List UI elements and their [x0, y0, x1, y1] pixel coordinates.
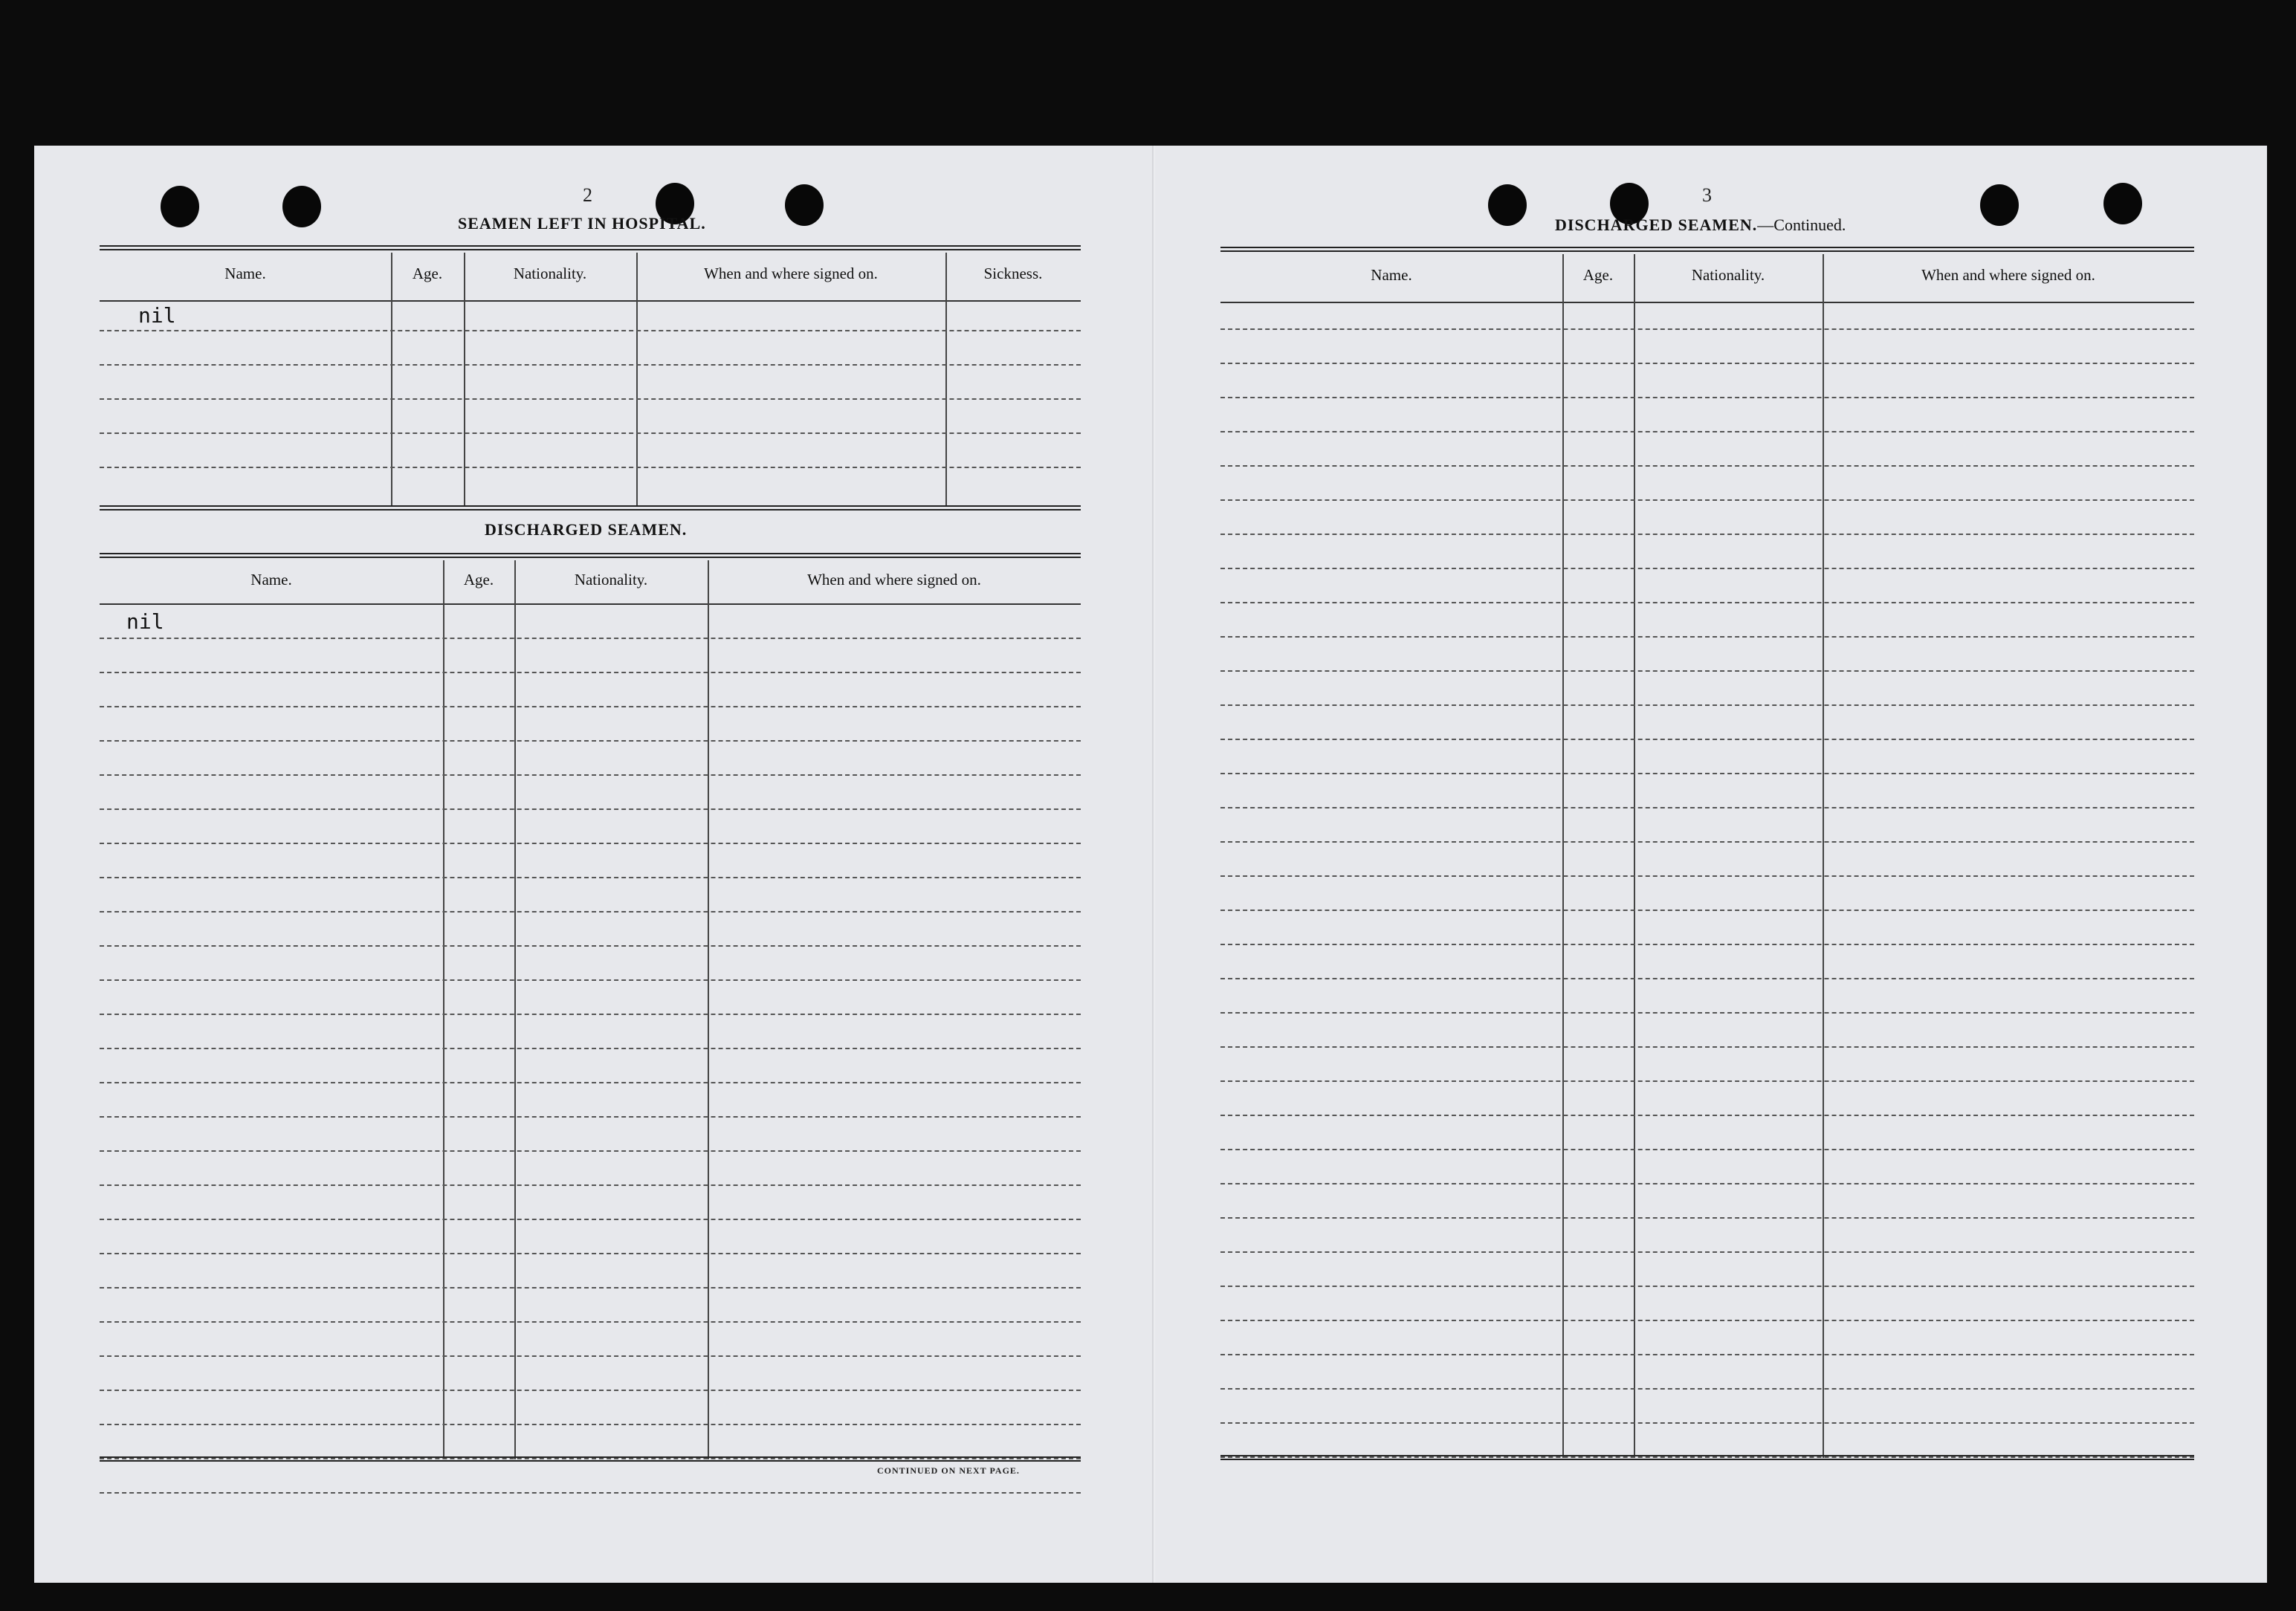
ruled-line: [100, 1492, 1081, 1494]
col-head-name: Name.: [224, 264, 266, 282]
page-number-right: 3: [1702, 184, 1712, 206]
ruled-line: [100, 979, 1081, 981]
punch-hole: [785, 184, 824, 226]
continued-note: CONTINUED ON NEXT PAGE.: [877, 1465, 1020, 1476]
double-rule: [100, 505, 1081, 510]
col-head-signed-on: When and where signed on.: [807, 570, 981, 589]
ruled-line: [1220, 1251, 2194, 1253]
ruled-line: [1220, 431, 2194, 432]
double-rule: [100, 1456, 1081, 1462]
ruled-line: [100, 1253, 1081, 1254]
ruled-line: [100, 467, 1081, 468]
ruled-line: [1220, 875, 2194, 877]
ruled-line: [1220, 1115, 2194, 1116]
ruled-line: [1220, 1388, 2194, 1390]
ruled-line: [1220, 1183, 2194, 1184]
ruled-line: [1220, 1354, 2194, 1355]
ruled-line: [100, 398, 1081, 400]
ruled-line: [1220, 841, 2194, 843]
col-head-signed-on: When and where signed on.: [1921, 265, 2095, 284]
col-head-nationality: Nationality.: [1691, 265, 1765, 284]
column-divider: [1634, 254, 1635, 1458]
ruled-line: [1220, 1286, 2194, 1287]
ruled-line: [1220, 1422, 2194, 1424]
ruled-line: [1220, 363, 2194, 364]
punch-hole: [1488, 184, 1527, 226]
ruled-line: [100, 1014, 1081, 1015]
ruled-line: [1220, 636, 2194, 638]
discharged-table-left: [100, 560, 1081, 1459]
ruled-line: [100, 364, 1081, 366]
ruled-line: [100, 1424, 1081, 1425]
hospital-table: [100, 253, 1081, 505]
ruled-line: [1220, 602, 2194, 603]
column-divider: [1823, 254, 1824, 1458]
ruled-line: [100, 1219, 1081, 1220]
col-head-nationality: Nationality.: [574, 570, 648, 589]
double-rule: [100, 553, 1081, 558]
ruled-line: [1220, 739, 2194, 740]
ruled-line: [100, 1116, 1081, 1118]
col-head-name: Name.: [1371, 265, 1412, 284]
ruled-line: [100, 740, 1081, 742]
ruled-line: [100, 638, 1081, 639]
ruled-line: [100, 1082, 1081, 1083]
ruled-line: [1220, 978, 2194, 979]
ruled-line: [100, 945, 1081, 947]
discharged-table-right: [1220, 254, 2194, 1458]
double-rule: [1220, 1455, 2194, 1460]
ruled-line: [1220, 397, 2194, 398]
ruled-line: [1220, 328, 2194, 330]
hospital-section-title: SEAMEN LEFT IN HOSPITAL.: [458, 214, 706, 233]
ruled-line: [1220, 1080, 2194, 1082]
col-head-sickness: Sickness.: [983, 264, 1043, 282]
ruled-line: [1220, 1012, 2194, 1014]
page-number-left: 2: [583, 184, 592, 206]
ruled-line: [1220, 499, 2194, 501]
ruled-line: [100, 1355, 1081, 1357]
column-divider: [1562, 254, 1564, 1458]
punch-hole: [282, 186, 321, 227]
column-divider: [708, 560, 709, 1459]
ruled-line: [1220, 1046, 2194, 1048]
col-head-signed-on: When and where signed on.: [704, 264, 878, 282]
col-head-age: Age.: [412, 264, 443, 282]
discharged-section-title: DISCHARGED SEAMEN.: [485, 520, 688, 539]
ruled-line: [100, 774, 1081, 776]
ruled-line: [1220, 807, 2194, 808]
ruled-line: [100, 1287, 1081, 1289]
double-rule: [1220, 247, 2194, 252]
hospital-entry: nil: [138, 303, 176, 328]
col-head-nationality: Nationality.: [513, 264, 587, 282]
header-rule: [100, 603, 1081, 605]
punch-hole: [161, 186, 199, 227]
ruled-line: [1220, 670, 2194, 672]
ruled-line: [1220, 1149, 2194, 1150]
ruled-line: [1220, 773, 2194, 774]
double-rule: [100, 245, 1081, 250]
ruled-line: [1220, 465, 2194, 467]
col-head-name: Name.: [250, 570, 292, 589]
col-head-age: Age.: [463, 570, 494, 589]
discharged-entry: nil: [126, 609, 164, 634]
discharged-continued-label: DISCHARGED SEAMEN.: [1555, 215, 1758, 234]
header-rule: [100, 300, 1081, 302]
ruled-line: [100, 432, 1081, 434]
col-head-age: Age.: [1582, 265, 1614, 284]
ruled-line: [1220, 944, 2194, 945]
ruled-line: [1220, 568, 2194, 569]
ruled-line: [100, 1150, 1081, 1152]
continued-suffix: —Continued.: [1757, 215, 1846, 234]
ruled-line: [1220, 534, 2194, 535]
ruled-line: [100, 672, 1081, 673]
column-divider: [443, 560, 444, 1459]
ruled-line: [1220, 1320, 2194, 1321]
column-divider: [514, 560, 516, 1459]
ruled-line: [1220, 910, 2194, 911]
ruled-line: [100, 1321, 1081, 1323]
ruled-line: [100, 1048, 1081, 1049]
punch-hole: [2103, 183, 2142, 224]
ruled-line: [100, 1184, 1081, 1186]
discharged-continued-title: [1555, 215, 1846, 235]
ruled-line: [100, 1390, 1081, 1391]
header-rule: [1220, 302, 2194, 303]
ruled-line: [100, 877, 1081, 878]
ruled-line: [100, 911, 1081, 913]
ruled-line: [1220, 1217, 2194, 1219]
ruled-line: [100, 330, 1081, 331]
ruled-line: [1220, 704, 2194, 706]
ruled-line: [100, 843, 1081, 844]
ruled-line: [100, 706, 1081, 707]
punch-hole: [1980, 184, 2019, 226]
ruled-line: [100, 808, 1081, 810]
